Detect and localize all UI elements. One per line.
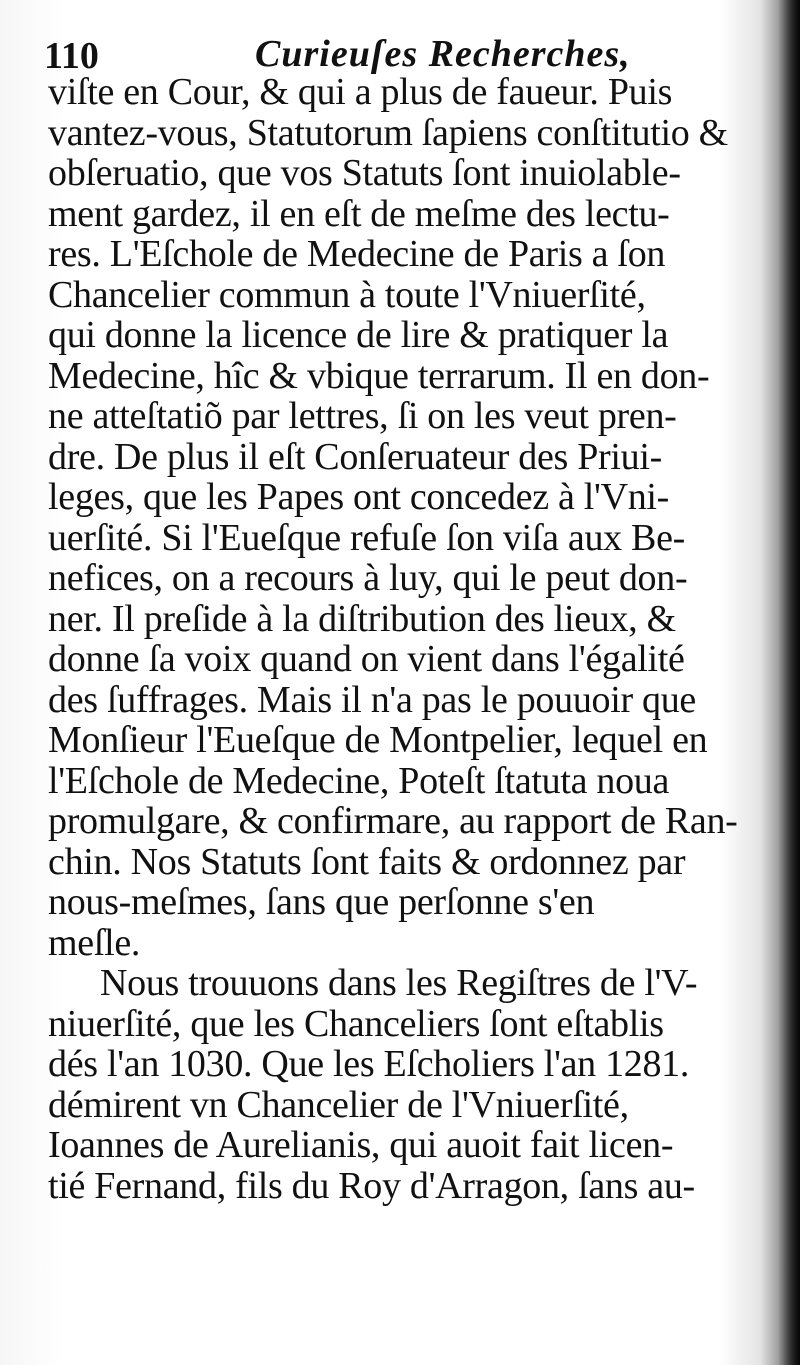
text-line: tié Fernand, fils du Roy d'Arragon, ſans au- — [48, 1165, 695, 1206]
text-line: ne atteſtatiõ par lettres, ſi on les veut pren- — [48, 396, 677, 437]
text-line: ment gardez, il en eſt de meſme des lectu- — [48, 193, 670, 234]
page-header — [40, 20, 760, 80]
text-line: dre. De plus il eſt Conſeruateur des Priui- — [48, 436, 662, 477]
text-line: démirent vn Chancelier de l'Vniuerſité, — [48, 1084, 629, 1125]
text-line: donne ſa voix quand on vient dans l'égalité — [48, 639, 685, 680]
text-line: ner. Il preſide à la diſtribution des lieux, & — [48, 598, 676, 639]
text-line: des ſuffrages. Mais il n'a pas le pouuoir que — [48, 679, 696, 720]
text-line: l'Eſchole de Medecine, Poteſt ſtatuta noua — [48, 760, 670, 801]
text-line: Chancelier commun à toute l'Vniuerſité, — [48, 274, 646, 315]
paragraph — [48, 72, 768, 963]
page-number: 110 — [44, 35, 99, 77]
text-line: dés l'an 1030. Que les Eſcholiers l'an 1281. — [48, 1044, 690, 1085]
text-line: nous-meſmes, ſans que perſonne s'en — [48, 882, 595, 923]
text-line: leges, que les Papes ont concedez à l'Vni- — [48, 477, 670, 518]
text-line: Monſieur l'Eueſque de Montpelier, lequel en — [48, 720, 708, 761]
text-line: uerſité. Si l'Eueſque refuſe ſon viſa aux Be- — [48, 517, 686, 558]
text-line: obſeruatio, que vos Statuts ſont inuiolable- — [48, 153, 681, 194]
text-line: viſte en Cour, & qui a plus de faueur. Puis — [48, 72, 673, 113]
text-line: qui donne la licence de lire & pratiquer la — [48, 315, 669, 356]
text-line: chin. Nos Statuts ſont faits & ordonnez par — [48, 841, 686, 882]
text-line: Ioannes de Aurelianis, qui auoit fait licen- — [48, 1125, 674, 1166]
text-line: Nous trouuons dans les Regiſtres de l'V- — [100, 963, 698, 1004]
text-line: meſle. — [48, 922, 141, 963]
paragraph — [48, 963, 768, 1206]
text-line: promulgare, & confirmare, au rapport de Ran- — [48, 801, 738, 842]
text-line: res. L'Eſchole de Medecine de Paris a ſon — [48, 234, 666, 275]
text-line: vantez-vous, Statutorum ſapiens conſtitutio & — [48, 112, 728, 153]
text-line: nefices, on a recours à luy, qui le peut don- — [48, 558, 688, 599]
running-title: Curieuſes Recherches, — [255, 33, 631, 75]
page-edge-shadow — [778, 0, 800, 1365]
text-line: Medecine, hîc & vbique terrarum. Il en don- — [48, 355, 710, 396]
text-line: niuerſité, que les Chanceliers ſont eſtablis — [48, 1003, 664, 1044]
body-text — [48, 72, 768, 1206]
